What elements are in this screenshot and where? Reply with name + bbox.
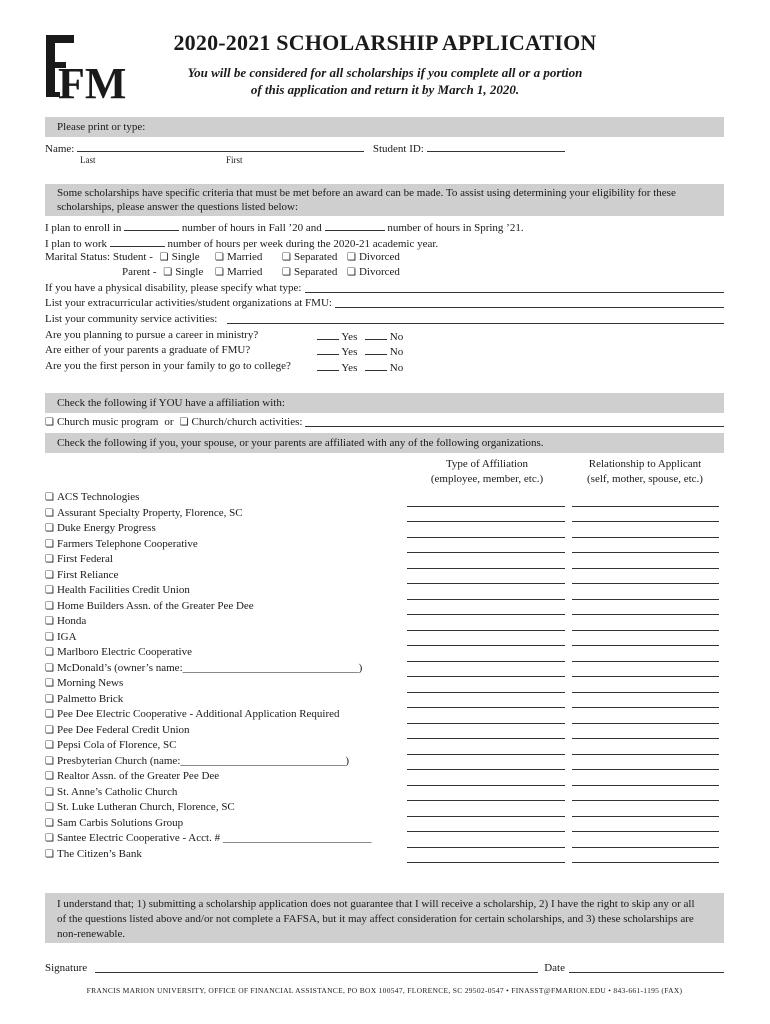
checkbox-icon[interactable]: ❏ [45, 523, 54, 534]
checkbox-icon[interactable]: ❏ [45, 724, 54, 736]
parent-married-option[interactable] [215, 266, 262, 278]
organization-item[interactable] [45, 646, 405, 662]
checkbox-icon[interactable]: ❏ [45, 600, 54, 612]
work-text-a: I plan to work [45, 238, 108, 250]
checkbox-icon[interactable]: ❏ [45, 817, 54, 829]
criteria-line-2: scholarships, please answer the questions listed below: [57, 201, 299, 213]
relationship-header [570, 457, 720, 487]
last-caption: Last [80, 155, 96, 165]
student-id-field[interactable] [427, 141, 565, 152]
community-field[interactable] [227, 313, 724, 324]
relationship-field[interactable] [572, 569, 719, 585]
checkbox-icon[interactable]: ❏ [45, 755, 54, 767]
affiliation-type-field[interactable] [407, 724, 565, 740]
organization-label: Home Builders Assn. of the Greater Pee Dee [56, 599, 254, 612]
option-label: Married [226, 266, 263, 278]
option-label: Single [171, 251, 200, 263]
organization-item[interactable] [45, 739, 405, 755]
relationship-field[interactable] [572, 848, 719, 864]
affiliation-type-field[interactable] [407, 770, 565, 786]
no-label: No [389, 331, 404, 343]
organization-item[interactable] [45, 491, 405, 507]
affiliation-type-field[interactable] [407, 801, 565, 817]
organization-label: IGA [56, 630, 77, 643]
relationship-field[interactable] [572, 770, 719, 786]
relationship-field[interactable] [572, 817, 719, 833]
community-row [45, 313, 724, 325]
relationship-field[interactable] [572, 600, 719, 616]
organization-item[interactable] [45, 708, 405, 724]
relationship-field[interactable] [572, 662, 719, 678]
organization-item[interactable] [45, 755, 405, 771]
disability-row [45, 282, 724, 294]
organization-item[interactable] [45, 770, 405, 786]
relationship-field[interactable] [572, 755, 719, 771]
affiliation-type-field[interactable] [407, 507, 565, 523]
relationship-field[interactable] [572, 631, 719, 647]
affiliation-type-field[interactable] [407, 817, 565, 833]
yes-label: Yes [341, 331, 358, 343]
checkbox-icon[interactable]: ❏ [45, 569, 54, 581]
acknowledgement-line-1: I understand that; 1) submitting a scholarship application does not guarantee that I will receive a scholarship, 2) I have the right to skip any or all [57, 898, 695, 910]
option-label: Single [175, 266, 204, 278]
affiliation-instruction: Check the following if YOU have a affiliation with: [57, 397, 285, 409]
marital-parent-label: Parent - [122, 266, 157, 278]
spring-hours-field[interactable] [325, 220, 385, 231]
organization-label: Duke Energy Progress [56, 522, 156, 534]
relationship-field[interactable] [572, 677, 719, 693]
work-row [45, 236, 438, 250]
question-text: Are you planning to pursue a career in ministry? [45, 329, 259, 341]
parent-divorced-option[interactable] [347, 266, 400, 278]
checkbox-icon[interactable]: ❏ [45, 585, 54, 596]
student-married-option[interactable] [215, 251, 262, 263]
signature-label: Signature [45, 962, 88, 974]
option-label: Divorced [358, 251, 400, 263]
student-divorced-option[interactable] [347, 251, 400, 263]
parent-grad-question [45, 344, 404, 358]
organization-label: Sam Carbis Solutions Group [56, 816, 184, 829]
enroll-text-c: number of hours in Spring ’21. [387, 222, 524, 234]
signature-field[interactable] [95, 962, 538, 973]
organization-item[interactable] [45, 507, 405, 523]
checkbox-icon[interactable]: ❏ [45, 647, 54, 658]
affiliation-type-field[interactable] [407, 553, 565, 569]
subtitle-line-1: You will be considered for all scholarships if you complete all or a portion [187, 65, 583, 80]
checkbox-icon[interactable]: ❏ [45, 709, 54, 720]
affiliation-type-field[interactable] [407, 569, 565, 585]
parent-separated-option[interactable] [282, 266, 337, 278]
organization-item[interactable] [45, 584, 405, 600]
relationship-field[interactable] [572, 522, 719, 538]
enroll-text-b: number of hours in Fall ’20 and [181, 222, 322, 234]
organization-label: Santee Electric Cooperative - Acct. # ___________________________ [56, 832, 372, 844]
footer: FRANCIS MARION UNIVERSITY, OFFICE OF FINANCIAL ASSISTANCE, PO BOX 100547, FLORENCE, SC 29502-0547 • FINASST@FMARION.EDU • 843-661-1195 (FAX) [86, 986, 683, 995]
relationship-field[interactable] [572, 786, 719, 802]
subtitle-line-2: of this application and return it by March 1, 2020. [250, 82, 520, 97]
yes-label: Yes [341, 346, 358, 358]
work-hours-field[interactable] [110, 236, 165, 247]
acknowledgement-box [45, 893, 724, 943]
organization-label: Realtor Assn. of the Greater Pee Dee [56, 770, 220, 782]
checkbox-icon[interactable]: ❏ [215, 252, 224, 263]
checkbox-icon[interactable]: ❏ [45, 771, 54, 782]
organization-label: Health Facilities Credit Union [56, 584, 190, 596]
checkbox-icon[interactable]: ❏ [45, 740, 54, 751]
organization-label: St. Anne’s Catholic Church [56, 785, 178, 798]
organization-label: Farmers Telephone Cooperative [56, 537, 198, 550]
header-line-1: Type of Affiliation [445, 458, 529, 470]
checkbox-icon[interactable]: ❏ [282, 252, 291, 263]
organization-label: Palmetto Brick [56, 692, 124, 705]
organization-list [45, 491, 405, 863]
ministry-question [45, 329, 404, 343]
section-bar-organizations [45, 433, 724, 453]
organization-item[interactable] [45, 538, 405, 554]
student-single-option[interactable] [160, 251, 200, 263]
checkbox-icon[interactable]: ❏ [45, 616, 54, 627]
option-label: Church/church activities: [191, 416, 303, 428]
affiliation-type-header [407, 457, 567, 487]
affiliation-type-field[interactable] [407, 708, 565, 724]
affiliation-type-field[interactable] [407, 848, 565, 864]
checkbox-icon[interactable]: ❏ [45, 538, 54, 550]
page-title: 2020-2021 SCHOLARSHIP APPLICATION [173, 30, 597, 55]
checkbox-icon[interactable]: ❏ [45, 833, 54, 844]
relationship-field[interactable] [572, 739, 719, 755]
affiliation-type-field[interactable] [407, 786, 565, 802]
organization-label: First Federal [56, 553, 113, 565]
checkbox-icon[interactable]: ❏ [45, 492, 54, 503]
extracurricular-field[interactable] [335, 297, 724, 308]
organization-item[interactable] [45, 677, 405, 693]
acknowledgement-line-3: non-renewable. [57, 928, 126, 940]
relationship-field[interactable] [572, 615, 719, 631]
relationship-field[interactable] [572, 646, 719, 662]
relationship-field[interactable] [572, 553, 719, 569]
relationship-field[interactable] [572, 693, 719, 709]
relationship-field[interactable] [572, 491, 719, 507]
extracurricular-label: List your extracurricular activities/student organizations at FMU: [45, 297, 332, 309]
organization-label: ACS Technologies [56, 491, 140, 503]
option-label: Separated [293, 251, 338, 263]
option-label: Separated [293, 266, 338, 278]
organization-label: St. Luke Lutheran Church, Florence, SC [56, 801, 235, 813]
organization-item[interactable] [45, 848, 405, 864]
ministry-no-field[interactable] [365, 329, 387, 340]
organization-item[interactable] [45, 631, 405, 647]
relationship-field[interactable] [572, 832, 719, 848]
affiliation-type-field[interactable] [407, 739, 565, 755]
organization-label: Pee Dee Electric Cooperative - Additional Application Required [56, 708, 340, 720]
header-line-2: (employee, member, etc.) [430, 473, 544, 485]
church-row [45, 416, 724, 428]
marital-parent-row [122, 266, 400, 278]
relationship-field[interactable] [572, 724, 719, 740]
organization-item[interactable] [45, 786, 405, 802]
marital-student-label: Marital Status: Student - [45, 251, 153, 263]
organization-label: Pee Dee Federal Credit Union [56, 723, 190, 736]
first-person-question [45, 360, 404, 374]
page-subtitle [150, 64, 620, 98]
checkbox-icon[interactable]: ❏ [45, 662, 54, 674]
church-activities-field[interactable] [305, 416, 724, 427]
affiliation-type-field[interactable] [407, 832, 565, 848]
print-instruction: Please print or type: [57, 121, 146, 133]
disability-label: If you have a physical disability, please specify what type: [45, 282, 302, 294]
yes-label: Yes [341, 362, 358, 374]
acknowledgement-line-2: of the questions listed above and/or not complete a FAFSA, but it may affect consideration for certain scholarships, and 3) these scholarships are [57, 913, 694, 925]
checkbox-icon[interactable]: ❏ [282, 267, 291, 278]
relationship-field[interactable] [572, 538, 719, 554]
organization-item[interactable] [45, 817, 405, 833]
parent-single-option[interactable] [163, 266, 203, 278]
organization-label: Presbyterian Church (name:______________________________) [56, 754, 350, 767]
checkbox-icon[interactable]: ❏ [347, 252, 356, 263]
parent-grad-yes-field[interactable] [317, 344, 339, 355]
organizations-instruction: Check the following if you, your spouse, or your parents are affiliated with any of the following organizations. [57, 437, 544, 449]
checkbox-icon[interactable]: ❏ [159, 252, 169, 263]
organization-item[interactable] [45, 662, 405, 678]
affiliation-type-field[interactable] [407, 491, 565, 507]
organization-label: Marlboro Electric Cooperative [56, 646, 192, 658]
affiliation-type-column [407, 491, 565, 863]
checkbox-icon[interactable]: ❏ [347, 267, 356, 278]
organization-label: McDonald’s (owner’s name:________________________________) [56, 661, 363, 674]
section-bar-affiliation [45, 393, 724, 413]
name-field[interactable] [77, 141, 364, 152]
church-activities-option[interactable] [180, 416, 303, 428]
checkbox-icon[interactable]: ❏ [45, 631, 54, 643]
checkbox-icon[interactable]: ❏ [179, 417, 189, 428]
affiliation-type-field[interactable] [407, 631, 565, 647]
affiliation-type-field[interactable] [407, 615, 565, 631]
relationship-field[interactable] [572, 507, 719, 523]
student-separated-option[interactable] [282, 251, 337, 263]
parent-grad-no-field[interactable] [365, 344, 387, 355]
affiliation-type-field[interactable] [407, 646, 565, 662]
section-bar-criteria [45, 184, 724, 216]
checkbox-icon[interactable]: ❏ [163, 267, 173, 278]
church-music-option[interactable] [45, 416, 158, 428]
question-text: Are you the first person in your family to go to college? [45, 360, 291, 372]
enroll-row [45, 220, 524, 234]
organization-label: Assurant Specialty Property, Florence, SC [56, 506, 243, 519]
community-label: List your community service activities: [45, 313, 218, 325]
date-label: Date [544, 962, 565, 974]
checkbox-icon[interactable]: ❏ [45, 417, 54, 428]
name-label: Name: [45, 143, 75, 155]
checkbox-icon[interactable]: ❏ [45, 802, 54, 813]
checkbox-icon[interactable]: ❏ [45, 507, 54, 519]
organization-label: The Citizen’s Bank [56, 847, 142, 860]
work-text-b: number of hours per week during the 2020-21 academic year. [167, 238, 439, 250]
date-field[interactable] [569, 962, 724, 973]
organization-item[interactable] [45, 569, 405, 585]
organization-item[interactable] [45, 693, 405, 709]
organization-item[interactable] [45, 724, 405, 740]
organization-item[interactable] [45, 600, 405, 616]
checkbox-icon[interactable]: ❏ [45, 693, 54, 705]
checkbox-icon[interactable]: ❏ [215, 267, 224, 278]
relationship-field[interactable] [572, 801, 719, 817]
name-row [45, 141, 565, 155]
checkbox-icon[interactable]: ❏ [45, 786, 54, 798]
no-label: No [389, 362, 404, 374]
organization-label: Honda [56, 615, 87, 627]
enroll-text-a: I plan to enroll in [45, 222, 122, 234]
checkbox-icon[interactable]: ❏ [45, 554, 54, 565]
signature-row [45, 962, 724, 974]
relationship-column [572, 491, 719, 863]
extracurricular-row [45, 297, 724, 309]
organization-label: Morning News [56, 677, 124, 689]
first-person-yes-field[interactable] [317, 360, 339, 371]
relationship-field[interactable] [572, 708, 719, 724]
organization-label: First Reliance [56, 568, 119, 581]
affiliation-type-field[interactable] [407, 693, 565, 709]
section-bar-print [45, 117, 724, 137]
option-label: Divorced [358, 266, 400, 278]
ministry-yes-field[interactable] [317, 329, 339, 340]
student-id-label: Student ID: [372, 143, 424, 155]
organization-label: Pepsi Cola of Florence, SC [56, 739, 177, 751]
option-label: Church music program [56, 416, 159, 428]
affiliation-type-field[interactable] [407, 677, 565, 693]
checkbox-icon[interactable]: ❏ [45, 848, 54, 860]
organization-item[interactable] [45, 615, 405, 631]
marital-student-row [45, 251, 400, 263]
affiliation-type-field[interactable] [407, 522, 565, 538]
organization-item[interactable] [45, 522, 405, 538]
affiliation-type-field[interactable] [407, 600, 565, 616]
organization-item[interactable] [45, 801, 405, 817]
criteria-line-1: Some scholarships have specific criteria that must be met before an award can be made. To assist using determining your eligibility for these [57, 187, 676, 199]
affiliation-type-field[interactable] [407, 538, 565, 554]
fmu-logo [44, 32, 127, 108]
option-label: Married [226, 251, 263, 263]
relationship-field[interactable] [572, 584, 719, 600]
organization-item[interactable] [45, 553, 405, 569]
logo-text: FM [58, 59, 127, 108]
organization-item[interactable] [45, 832, 405, 848]
or-label: or [164, 416, 174, 428]
affiliation-type-field[interactable] [407, 662, 565, 678]
question-text: Are either of your parents a graduate of FMU? [45, 344, 251, 356]
first-person-no-field[interactable] [365, 360, 387, 371]
header-line-2: (self, mother, spouse, etc.) [587, 473, 703, 485]
disability-field[interactable] [305, 282, 725, 293]
no-label: No [389, 346, 404, 358]
first-caption: First [226, 155, 243, 165]
header-line-1: Relationship to Applicant [588, 458, 702, 470]
affiliation-type-field[interactable] [407, 584, 565, 600]
checkbox-icon[interactable]: ❏ [45, 678, 54, 689]
affiliation-type-field[interactable] [407, 755, 565, 771]
fall-hours-field[interactable] [124, 220, 179, 231]
